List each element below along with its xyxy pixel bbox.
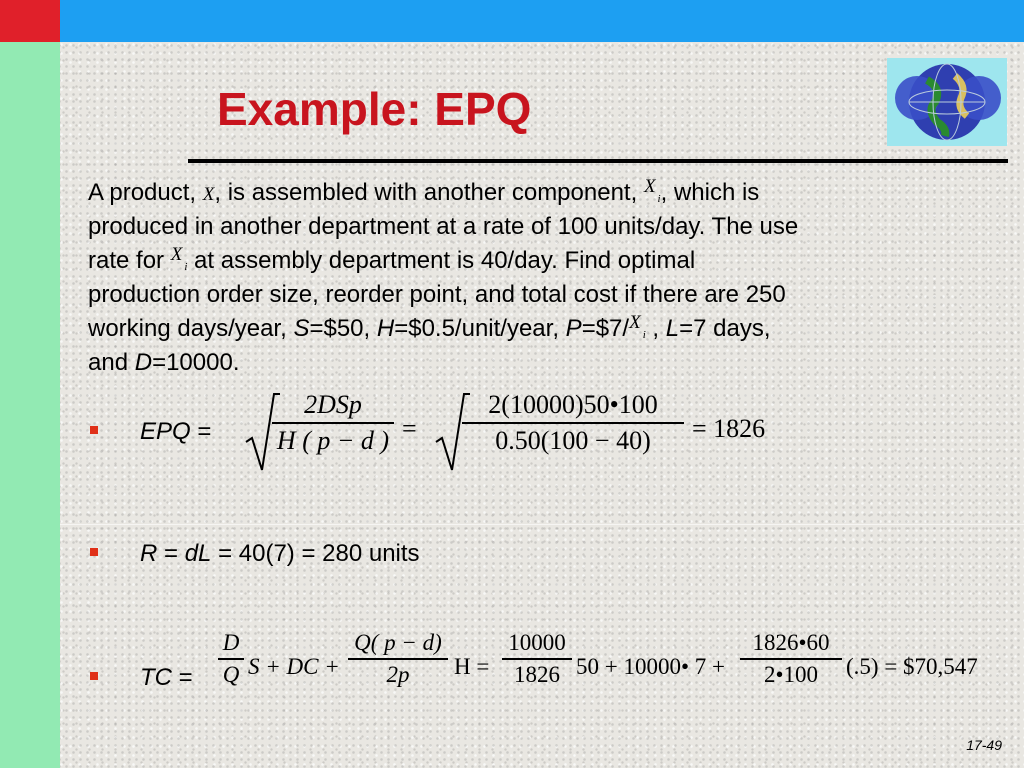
problem-line-1: A product, X, is assembled with another component, $^{X_i}$, which is: [88, 176, 760, 206]
bullet-marker: [90, 672, 98, 680]
reorder-point-text: R = dL = 40(7) = 280 units: [140, 540, 420, 567]
divider: [60, 524, 1024, 525]
epq-fraction-2: 2(10000)50•100 0.50(100 − 40): [462, 390, 684, 456]
tc-result: (.5) = $70,547: [846, 654, 978, 679]
corner-accent: [0, 0, 60, 42]
tc-fraction-1: D Q: [218, 630, 244, 688]
tc-label: TC =: [140, 664, 193, 691]
var-x: X: [202, 184, 215, 205]
var-xi: Xi: [170, 244, 188, 273]
slide-title: Example: EPQ: [217, 83, 532, 135]
left-bar: [0, 42, 60, 768]
problem-text: [88, 176, 938, 380]
top-bar: [60, 0, 1024, 42]
epq-result: = 1826: [692, 414, 766, 443]
page-number: 17-49: [966, 737, 1002, 753]
var-xi: Xi: [643, 176, 661, 205]
tc-fraction-4: 1826•60 2•100: [740, 630, 842, 688]
problem-line-3: rate for $^{X_i}$ at assembly department is 40/day. Find optimal: [88, 244, 696, 274]
problem-line-2: produced in another department at a rate of 100 units/day. The use: [88, 213, 799, 240]
tc-fraction-3: 10000 1826: [502, 630, 572, 688]
problem-line-5: working days/year, S=$50, H=$0.5/unit/year, P=$7/$^{X_i}$ , L=7 days,: [88, 312, 771, 342]
bullet-marker: [90, 548, 98, 556]
epq-fraction-1: 2DSp H ( p − d ): [272, 390, 394, 456]
title-underline: [188, 159, 1008, 163]
var-xi: Xi: [629, 312, 646, 341]
problem-line-6: and D=10000.: [88, 349, 240, 376]
epq-label: EPQ =: [140, 418, 212, 445]
globe-icon: [887, 58, 1007, 146]
problem-line-4: production order size, reorder point, and total cost if there are 250: [88, 281, 786, 308]
bullet-marker: [90, 426, 98, 434]
tc-fraction-2: Q( p − d) 2p: [348, 630, 448, 688]
